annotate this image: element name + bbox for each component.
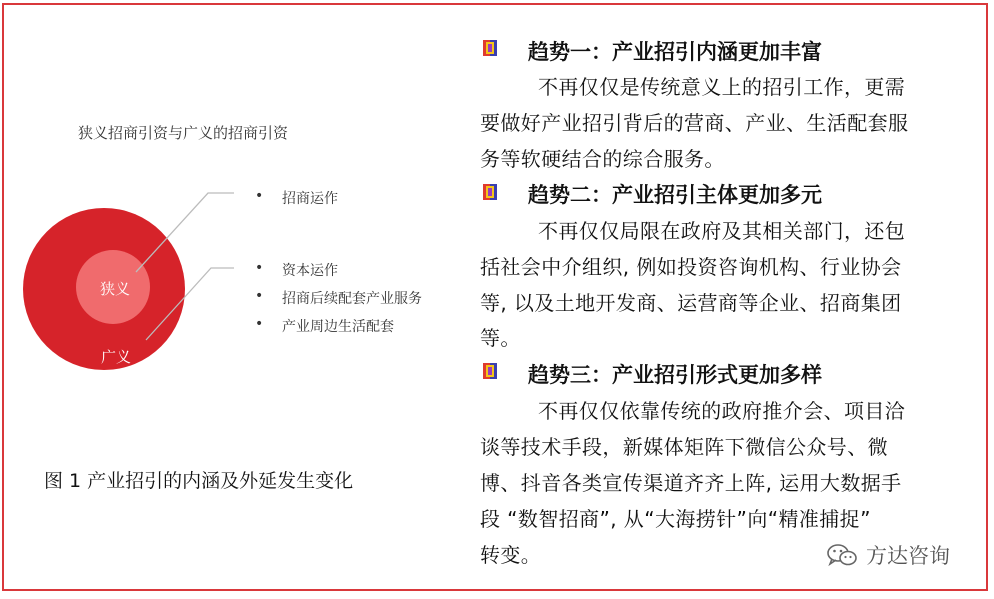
bullet-dot: •	[255, 316, 264, 332]
trend-text-line: 要做好产业招引背后的营商、产业、生活配套服	[480, 111, 909, 135]
bullet-item	[255, 188, 338, 208]
watermark	[826, 539, 950, 571]
watermark-text: 方达咨询	[866, 544, 950, 568]
trend-heading: 趋势一：产业招引内涵更加丰富	[528, 40, 822, 64]
bullet-item	[255, 316, 394, 336]
trend-text-line: 转变。	[480, 543, 542, 567]
trend-text-line: 谈等技术手段，新媒体矩阵下微信公众号、微	[480, 435, 888, 459]
trend-text-line: 不再仅仅依靠传统的政府推介会、项目洽	[538, 399, 906, 423]
book-icon	[480, 38, 500, 58]
broad-label: 广义	[101, 348, 132, 366]
bullet-dot: •	[255, 260, 264, 276]
wechat-icon	[826, 542, 858, 568]
trend-text-line: 务等软硬结合的综合服务。	[480, 147, 725, 171]
bullet-item	[255, 260, 338, 280]
bullet-text: 招商运作	[282, 191, 338, 207]
concentric-diagram	[0, 0, 470, 470]
bullet-item	[255, 288, 422, 308]
trend-text-line: 博、抖音各类宣传渠道齐齐上阵, 运用大数据手	[480, 471, 902, 495]
figure-caption: 图 1 产业招引的内涵及外延发生变化	[44, 470, 354, 492]
book-icon	[480, 182, 500, 202]
diagram-title: 狭义招商引资与广义的招商引资	[78, 124, 289, 142]
bullet-dot: •	[255, 288, 264, 304]
bullet-dot: •	[255, 188, 264, 204]
trend-text-line: 括社会中介组织, 例如投资咨询机构、行业协会	[480, 255, 902, 279]
trend-text-line: 等。	[480, 326, 521, 350]
trend-heading: 趋势三：产业招引形式更加多样	[528, 363, 822, 387]
narrow-label: 狭义	[100, 280, 131, 298]
bullet-text: 招商后续配套产业服务	[282, 291, 422, 307]
bullet-text: 资本运作	[282, 263, 338, 279]
trend-text-line: 段 “数智招商”, 从“大海捞针”向“精准捕捉”	[480, 507, 871, 531]
trend-text-line: 不再仅仅局限在政府及其相关部门，还包	[538, 219, 906, 243]
bullet-text: 产业周边生活配套	[282, 319, 394, 335]
trend-text-line: 等, 以及土地开发商、运营商等企业、招商集团	[480, 291, 902, 315]
trend-text-line: 不再仅仅是传统意义上的招引工作，更需	[538, 75, 906, 99]
book-icon	[480, 361, 500, 381]
trend-heading: 趋势二：产业招引主体更加多元	[528, 183, 822, 207]
